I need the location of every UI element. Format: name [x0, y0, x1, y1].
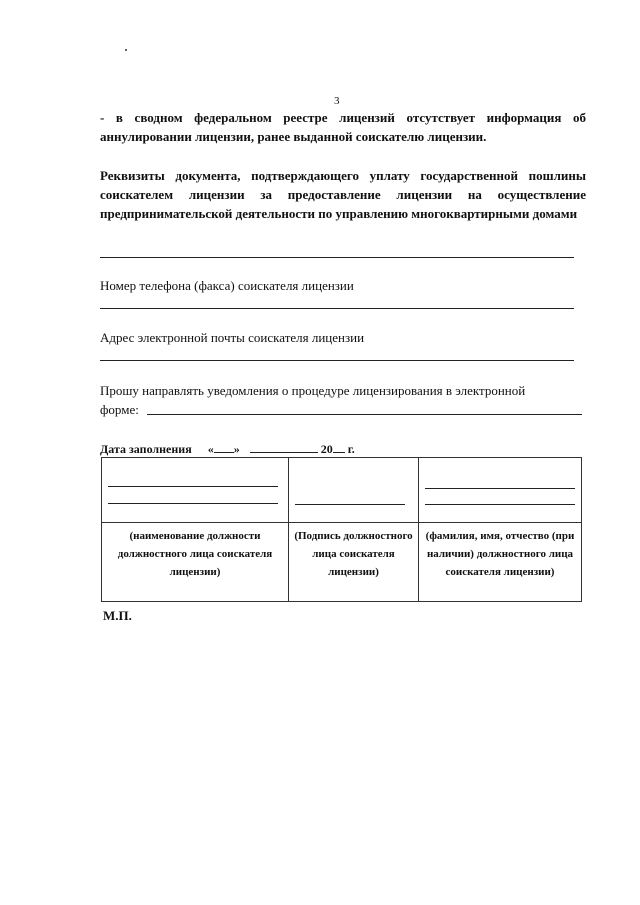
- position-caption: (наименование должности должностного лица соискателя лицензии): [117, 530, 273, 578]
- date-label: Дата заполнения: [100, 442, 192, 456]
- full-name-caption: (фамилия, имя, отчество (при наличии) должностного лица соискателя лицензии): [425, 530, 575, 578]
- year-field[interactable]: [333, 440, 345, 453]
- year-prefix: 20: [320, 442, 333, 456]
- paragraph-payment-requisites: Реквизиты документа, подтверждающего уплату государственной пошлины соискателем лицензии за предоставление лицензии на осуществление предпринимательской деятельности по управлению многоквартирными домами: [100, 168, 586, 221]
- scan-speck: [125, 49, 127, 51]
- full-name-cell[interactable]: [419, 458, 582, 523]
- email-label: Адрес электронной почты соискателя лицензии: [100, 330, 365, 345]
- paragraph-registry-info: - в сводном федеральном реестре лицензий отсутствует информация об аннулировании лицензии, ранее выданной соискателю лицензии.: [100, 110, 586, 144]
- notify-line-2: форме:: [100, 402, 139, 417]
- signature-table: [101, 457, 582, 602]
- stamp-label: М.П.: [103, 608, 132, 623]
- notify-form-field[interactable]: [147, 414, 582, 415]
- email-field[interactable]: [100, 360, 574, 361]
- signature-cell[interactable]: [289, 458, 419, 523]
- payment-requisites-field[interactable]: [100, 257, 574, 258]
- day-field[interactable]: [214, 440, 234, 453]
- position-cell[interactable]: [102, 458, 289, 523]
- phone-field[interactable]: [100, 308, 574, 309]
- date-open-quote: «: [207, 442, 214, 456]
- notify-line-1: Прошу направлять уведомления о процедуре лицензирования в электронной: [100, 383, 526, 398]
- phone-label: Номер телефона (факса) соискателя лицензии: [100, 278, 354, 293]
- page-number: 3: [334, 95, 340, 107]
- signature-caption: (Подпись должностного лица соискателя лицензии): [294, 530, 413, 578]
- date-close-quote: »: [233, 442, 240, 456]
- fill-date-line: [100, 440, 355, 457]
- month-field[interactable]: [250, 440, 318, 453]
- year-suffix: г.: [347, 442, 355, 456]
